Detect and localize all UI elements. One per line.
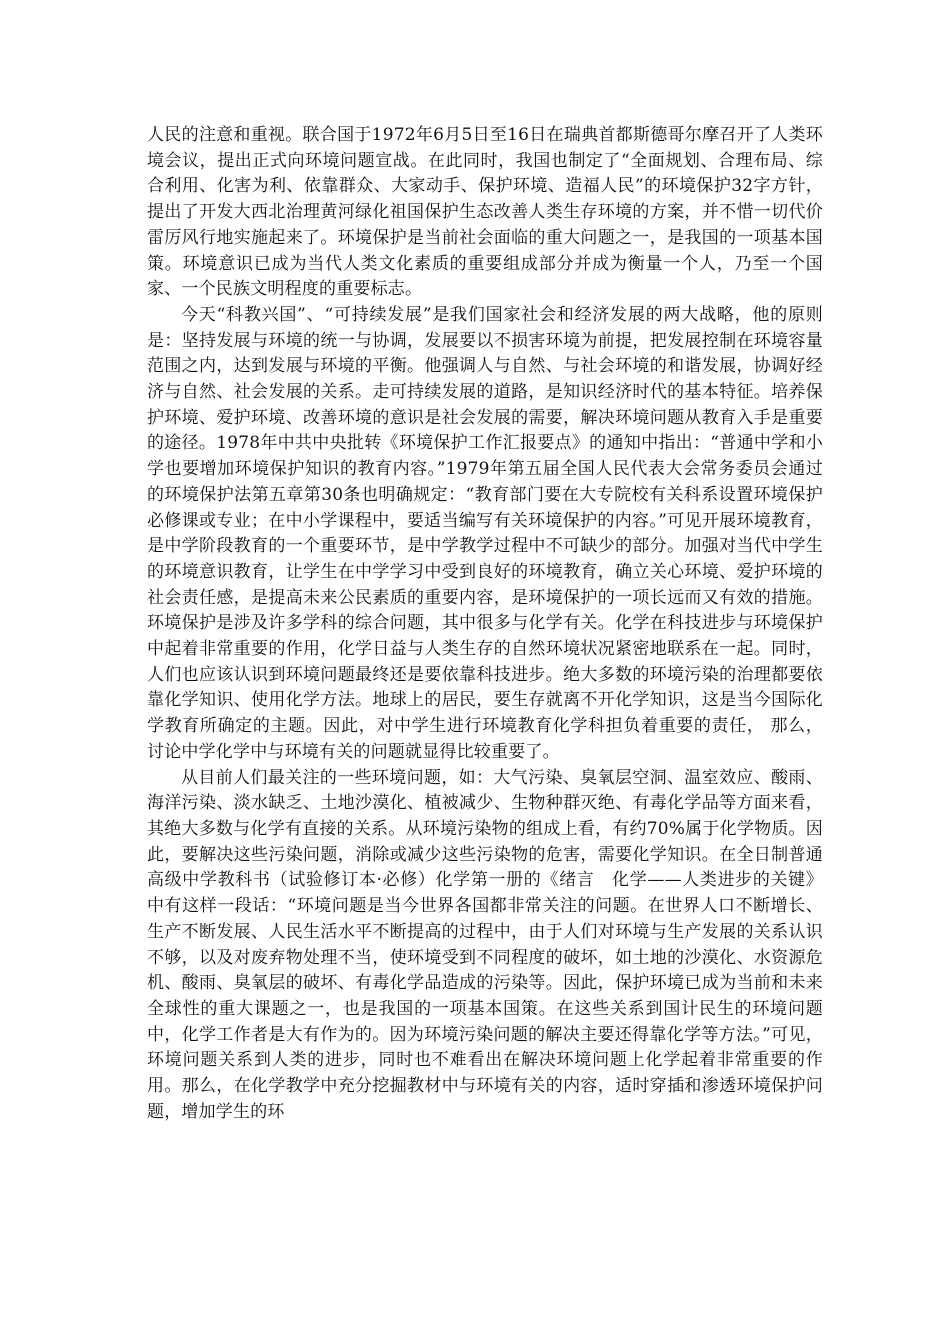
paragraph-2: 今天“科教兴国”、“可持续发展”是我们国家社会和经济发展的两大战略，他的原则是：坚持发展与环境的统一与协调，发展要以不损害环境为前提，把发展控制在环境容量范围之内，达到发展与环境的平衡。他强调人与自然、与社会环境的和谐发展，协调好经济与自然、社会发展的关系。走可持续发展的道路，是知识经济时代的基本特征。培养保护环境、爱护环境、改善环境的意识是社会发展的需要，解决环境问题从教育入手是重要的途径。1978年中共中央批转《环境保护工作汇报要点》的通知中指出：“普通中学和小学也要增加环境保护知识的教育内容。”1979年第五届全国人民代表大会常务委员会通过的环境保护法第五章第30条也明确规定：“教育部门要在大专院校有关科系设置环境保护必修课或专业；在中小学课程中，要适当编写有关环境保护的内容。”可见开展环境教育，是中学阶段教育的一个重要环节，是中学教学过程中不可缺少的部分。加强对当代中学生的环境意识教育，让学生在中学学习中受到良好的环境教育，确立关心环境、爱护环境的社会责任感，是提高未来公民素质的重要内容，是环境保护的一项长远而又有效的措施。环境保护是涉及许多学科的综合问题，其中很多与化学有关。化学在科技进步与环境保护中起着非常重要的作用，化学日益与人类生存的自然环境状况紧密地联系在一起。同时，人们也应该认识到环境问题最终还是要依靠科技进步。绝大多数的环境污染的治理都要依靠化学知识、使用化学方法。地球上的居民，要生存就离不开化学知识，这是当今国际化学教育所确定的主题。因此，对中学生进行环境教育化学科担负着重要的责任， 那么，讨论中学化学中与环境有关的问题就显得比较重要了。 <box>147 304 823 762</box>
paragraph-3: 从目前人们最关注的一些环境问题，如：大气污染、臭氧层空洞、温室效应、酸雨、海洋污染、淡水缺乏、土地沙漠化、植被减少、生物种群灭绝、有毒化学品等方面来看，其绝大多数与化学有直接的关系。从环境污染物的组成上看，有约70%属于化学物质。因此，要解决这些污染问题，消除或减少这些污染物的危害，需要化学知识。在全日制普通高级中学教科书（试验修订本·必修）化学第一册的《绪言 化学——人类进步的关键》中有这样一段话：“环境问题是当今世界各国都非常关注的问题。在世界人口不断增长、生产不断发展、人民生活水平不断提高的过程中，由于人们对环境与生产发展的关系认识不够，以及对废弃物处理不当，使环境受到不同程度的破坏，如土地的沙漠化、水资源危机、酸雨、臭氧层的破坏、有毒化学品造成的污染等。因此，保护环境已成为当前和未来全球性的重大课题之一，也是我国的一项基本国策。在这些关系到国计民生的环境问题中，化学工作者是大有作为的。因为环境污染问题的解决主要还得靠化学等方法。”可见，环境问题关系到人类的进步，同时也不难看出在解决环境问题上化学起着非常重要的作用。那么，在化学教学中充分挖掘教材中与环境有关的内容，适时穿插和渗透环境保护问题，增加学生的环 <box>147 767 823 1122</box>
document-body <box>147 123 823 1125</box>
paragraph-1: 人民的注意和重视。联合国于1972年6月5日至16日在瑞典首都斯德哥尔摩召开了人类环境会议，提出正式向环境问题宣战。在此同时，我国也制定了“全面规划、合理布局、综合利用、化害为利、依靠群众、大家动手、保护环境、造福人民”的环境保护32字方针，提出了开发大西北治理黄河绿化祖国保护生态改善人类生存环境的方案，并不惜一切代价雷厉风行地实施起来了。环境保护是当前社会面临的重大问题之一，是我国的一项基本国策。环境意识已成为当代人类文化素质的重要组成部分并成为衡量一个人，乃至一个国家、一个民族文明程度的重要标志。 <box>147 125 823 300</box>
